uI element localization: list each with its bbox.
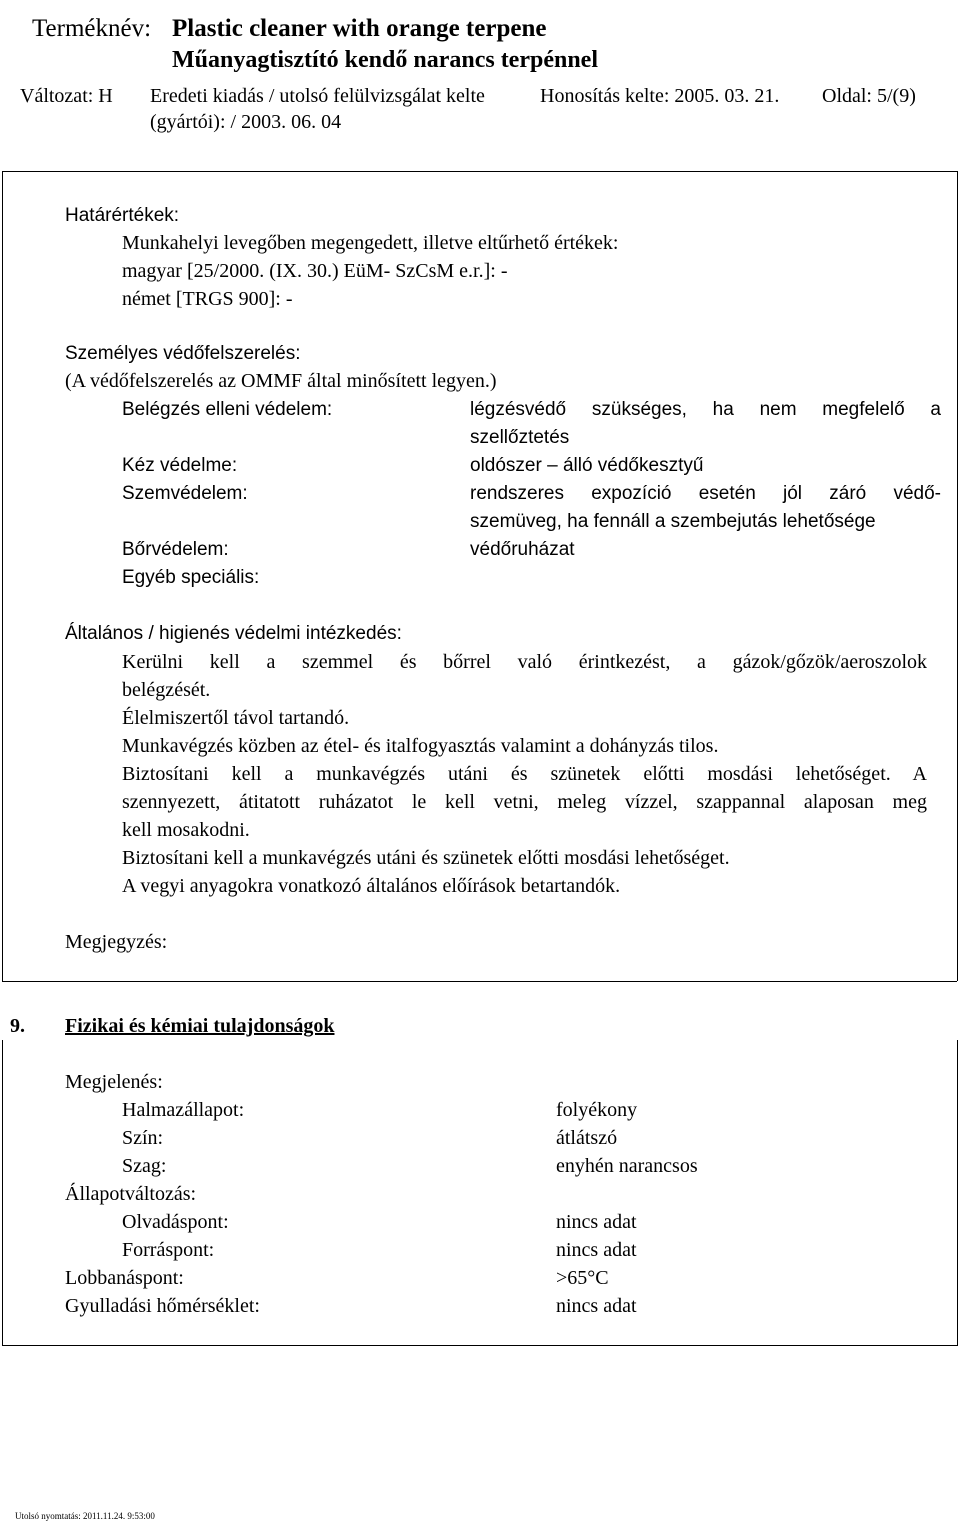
remark-label: Megjegyzés: (65, 931, 168, 953)
ppe-value: rendszeres expozíció esetén jól záró védő- (470, 483, 941, 504)
hygiene-line: szennyezett, átitatott ruházatot le kell vetni, meleg vízzel, szappannal alaposan meg (122, 791, 927, 813)
ppe-note: (A védőfelszerelés az OMMF által minősített legyen.) (65, 370, 497, 392)
page-number: Oldal: 5/(9) (822, 85, 916, 107)
original-issue-date: (gyártói): / 2003. 06. 04 (150, 111, 342, 133)
property-label: Olvadáspont: (122, 1211, 229, 1233)
hygiene-line: Biztosítani kell a munkavégzés utáni és szünetek előtti mosdási lehetőséget. (122, 847, 730, 869)
appearance-label: Megjelenés: (65, 1071, 163, 1093)
property-label: Halmazállapot: (122, 1099, 245, 1121)
hygiene-line: kell mosakodni. (122, 819, 250, 841)
ppe-value: oldószer – álló védőkesztyű (470, 455, 704, 476)
ppe-label: Belégzés elleni védelem: (122, 399, 333, 420)
product-title-en: Plastic cleaner with orange terpene (172, 15, 547, 42)
property-label: Állapotváltozás: (65, 1183, 197, 1205)
property-label: Forráspont: (122, 1239, 215, 1261)
section-number: 9. (10, 1015, 25, 1037)
hygiene-heading: Általános / higienés védelmi intézkedés: (65, 623, 402, 644)
limits-line: Munkahelyi levegőben megengedett, illetve eltűrhető értékek: (122, 232, 619, 254)
ppe-value: védőruházat (470, 539, 575, 560)
original-issue: Eredeti kiadás / utolsó felülvizsgálat kelte (150, 85, 485, 107)
ppe-label: Kéz védelme: (122, 455, 238, 476)
box2-left-border (2, 1040, 3, 1345)
ppe-value: szellőztetés (470, 427, 570, 448)
hygiene-line: Élelmiszertől távol tartandó. (122, 707, 350, 729)
property-value: nincs adat (556, 1295, 637, 1317)
ppe-label: Egyéb speciális: (122, 567, 260, 588)
limits-heading: Határértékek: (65, 205, 180, 226)
box-top-border (2, 171, 957, 172)
ppe-label: Szemvédelem: (122, 483, 248, 504)
box-right-border (957, 171, 958, 981)
property-label: Lobbanáspont: (65, 1267, 184, 1289)
hygiene-line: Biztosítani kell a munkavégzés utáni és szünetek előtti mosdási lehetőséget. A (122, 763, 927, 785)
property-value: nincs adat (556, 1239, 637, 1261)
ppe-value: légzésvédő szükséges, ha nem megfelelő a (470, 399, 941, 420)
ppe-value: szemüveg, ha fennáll a szembejutás lehetősége (470, 511, 876, 532)
hygiene-line: Kerülni kell a szemmel és bőrrel való érintkezést, a gázok/gőzök/aeroszolok (122, 651, 927, 673)
limits-line: német [TRGS 900]: - (122, 288, 293, 310)
version-label: Változat: H (20, 85, 113, 107)
hygiene-line: Munkavégzés közben az étel- és italfogyasztás valamint a dohányzás tilos. (122, 735, 719, 757)
hygiene-line: A vegyi anyagokra vonatkozó általános előírások betartandók. (122, 875, 621, 897)
box-bottom-border (2, 981, 957, 982)
property-value: >65°C (556, 1267, 609, 1289)
footer-print-date: Utolsó nyomtatás: 2011.11.24. 9:53:00 (15, 1511, 155, 1521)
property-value: folyékony (556, 1099, 638, 1121)
property-label: Szag: (122, 1155, 167, 1177)
product-label: Terméknév: (32, 15, 152, 42)
property-label: Szín: (122, 1127, 164, 1149)
product-title-hu: Műanyagtisztító kendő narancs terpénnel (172, 47, 598, 73)
property-value: átlátszó (556, 1127, 618, 1149)
box2-bottom-border (2, 1345, 958, 1346)
property-value: nincs adat (556, 1211, 637, 1233)
box-left-border (2, 171, 3, 981)
hygiene-line: belégzését. (122, 679, 211, 701)
property-label: Gyulladási hőmérséklet: (65, 1295, 260, 1317)
ppe-label: Bőrvédelem: (122, 539, 229, 560)
property-value: enyhén narancsos (556, 1155, 698, 1177)
limits-line: magyar [25/2000. (IX. 30.) EüM- SzCsM e.r.]: - (122, 260, 508, 282)
section-title: Fizikai és kémiai tulajdonságok (65, 1015, 335, 1037)
ppe-heading: Személyes védőfelszerelés: (65, 343, 301, 364)
validity-date: Honosítás kelte: 2005. 03. 21. (540, 85, 780, 107)
box2-right-border (957, 1040, 958, 1345)
